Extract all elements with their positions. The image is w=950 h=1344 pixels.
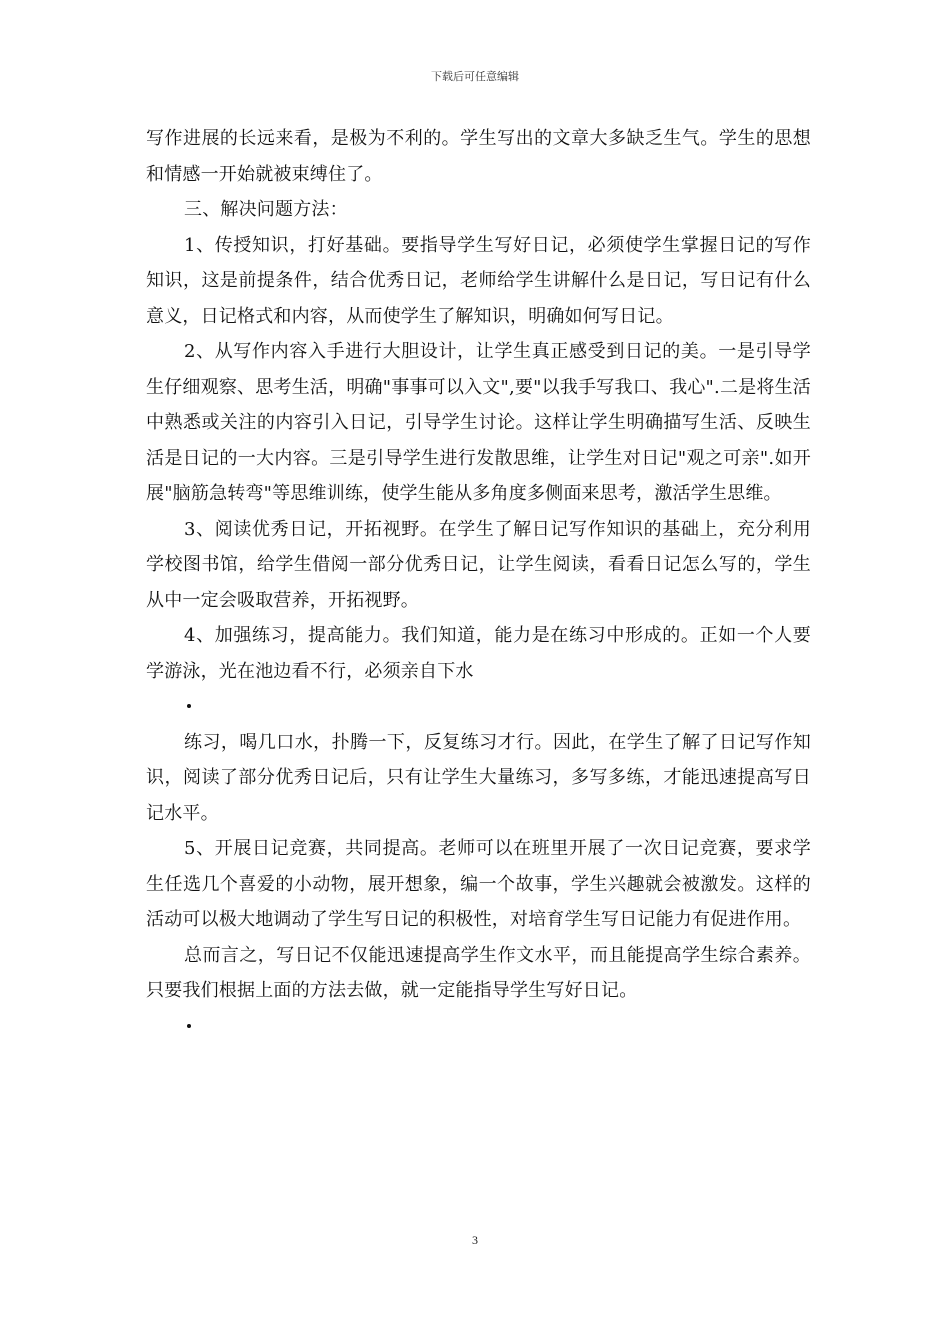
bullet-dot: [146, 689, 811, 725]
paragraph-continuation: 写作进展的长远来看，是极为不利的。学生写出的文章大多缺乏生气。学生的思想和情感一开始就被束缚住了。: [146, 128, 811, 185]
section-heading: 三、解决问题方法：: [184, 199, 348, 220]
page-header: 下载后可任意编辑: [431, 70, 519, 83]
page-number: 3: [472, 1233, 478, 1247]
paragraph-method-3: 3、阅读优秀日记，开拓视野。在学生了解日记写作知识的基础上，充分利用学校图书馆，给学生借阅一部分优秀日记，让学生阅读，看看日记怎么写的，学生从中一定会吸取营养，开拓视野。: [146, 518, 811, 611]
paragraph-method-1: 1、传授知识，打好基础。要指导学生写好日记，必须使学生掌握日记的写作知识，这是前提条件，结合优秀日记，老师给学生讲解什么是日记，写日记有什么意义，日记格式和内容，从而使学生了解知识，明确如何写日记。: [146, 234, 811, 327]
document-body: [146, 121, 811, 1044]
paragraph-method-5: 5、开展日记竞赛，共同提高。老师可以在班里开展了一次日记竞赛，要求学生任选几个喜爱的小动物，展开想象，编一个故事，学生兴趣就会被激发。这样的活动可以极大地调动了学生写日记的积极性，对培育学生写日记能力有促进作用。: [146, 838, 811, 930]
paragraph-method-4: 4、加强练习，提高能力。我们知道，能力是在练习中形成的。正如一个人要学游泳，光在池边看不行，必须亲自下水: [146, 625, 811, 682]
paragraph-method-4-continued: 练习，喝几口水，扑腾一下，反复练习才行。因此，在学生了解了日记写作知识，阅读了部分优秀日记后，只有让学生大量练习，多写多练，才能迅速提高写日记水平。: [146, 731, 811, 824]
paragraph-conclusion: 总而言之，写日记不仅能迅速提高学生作文水平，而且能提高学生综合素养。只要我们根据上面的方法去做，就一定能指导学生写好日记。: [146, 944, 811, 1001]
paragraph-method-2: 2、从写作内容入手进行大胆设计，让学生真正感受到日记的美。一是引导学生仔细观察、思考生活，明确"事事可以入文",要"以我手写我口、我心".二是将生活中熟悉或关注的内容引入日记，引导学生讨论。这样让学生明确描写生活、反映生活是日记的一大内容。三是引导学生进行发散思维，让学生对日记"观之可亲".如开展"脑筋急转弯"等思维训练，使学生能从多角度多侧面来思考，激活学生思维。: [146, 341, 811, 504]
bullet-dot: [146, 1009, 811, 1045]
